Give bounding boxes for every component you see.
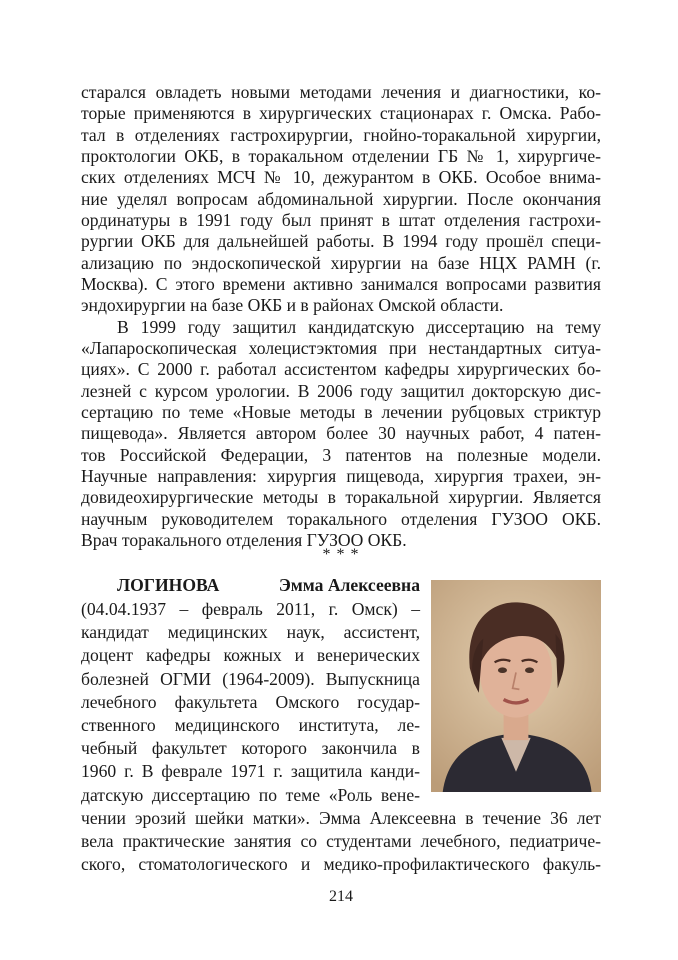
section-separator: * * *	[322, 546, 360, 563]
bio-line: датскую диссертацию по теме «Роль вене-	[81, 785, 420, 805]
bio-line: доцент кафедры кожных и венерических	[81, 645, 420, 665]
text-line: торые применяются в хирургических стационарах г. Омска. Рабо-	[81, 103, 601, 123]
text-line: ализацию по эндоскопической хирургии на базе НЦХ РАМН (г.	[81, 253, 601, 273]
text-line: проктологии ОКБ, в торакальном отделении ГБ № 1, хирургиче-	[81, 146, 601, 166]
text-line: ских отделениях МСЧ № 10, дежурантом в ОКБ. Особое внима-	[81, 167, 601, 187]
bio-line: ственного медицинского института, ле-	[81, 715, 420, 735]
bio-heading	[117, 573, 420, 597]
bio-line: (04.04.1937 – февраль 2011, г. Омск) –	[81, 599, 420, 619]
text-line: сертацию по теме «Новые методы в лечении рубцовых стриктур	[81, 402, 601, 422]
bio-surname: ЛОГИНОВА	[117, 575, 220, 595]
text-line: эндохирургии на базе ОКБ и в районах Омской области.	[81, 295, 504, 315]
text-line: ординатуры в 1991 году был принят в штат отделения гастрохи-	[81, 210, 601, 230]
portrait-illustration	[431, 580, 601, 792]
bio-line: 1960 г. В феврале 1971 г. защитила канди-	[81, 761, 420, 781]
text-line: научным руководителем торакального отделения ГУЗОО ОКБ.	[81, 509, 601, 529]
paragraph-first-line: В 1999 году защитил кандидатскую диссертацию на тему	[117, 317, 601, 337]
bio-line: кандидат медицинских наук, ассистент,	[81, 622, 420, 642]
text-line: тов Российской Федерации, 3 патентов на полезные модели.	[81, 445, 601, 465]
text-line: циях». С 2000 г. работал ассистентом кафедры хирургических бо-	[81, 359, 601, 379]
text-line: старался овладеть новыми методами лечения и диагностики, ко-	[81, 82, 601, 102]
text-line: пищевода». Является автором более 30 научных работ, 4 патен-	[81, 423, 601, 443]
bio-tail-line: вела практические занятия со студентами лечебного, педиатриче-	[81, 831, 601, 851]
page-number: 214	[329, 888, 353, 905]
text-line: Научные направления: хирургия пищевода, хирургия трахеи, эн-	[81, 466, 601, 486]
text-line: рургии ОКБ для дальнейшей работы. В 1994 году прошёл специ-	[81, 231, 601, 251]
bio-line: лечебного факультета Омского государ-	[81, 692, 420, 712]
text-line: «Лапароскопическая холецистэктомия при нестандартных ситуа-	[81, 338, 601, 358]
bio-tail-line: ского, стоматологического и медико-профилактического факуль-	[81, 854, 601, 874]
portrait-photo	[431, 580, 601, 792]
bio-line: болезней ОГМИ (1964-2009). Выпускница	[81, 669, 420, 689]
bio-given-names: Эмма Алексеевна	[278, 575, 420, 595]
text-line: тал в отделениях гастрохирургии, гнойно-торакальной хирургии,	[81, 125, 601, 145]
text-line: ние уделял вопросам абдоминальной хирургии. После окончания	[81, 189, 601, 209]
text-line: Москва). С этого времени активно занимался вопросами развития	[81, 274, 601, 294]
text-line: довидеохирургические методы в торакальной хирургии. Является	[81, 487, 601, 507]
text-line: Врач торакального отделения ГУЗОО ОКБ.	[81, 530, 407, 550]
text-line: лезней с курсом урологии. В 2006 году защитил докторскую дис-	[81, 381, 601, 401]
bio-line: чебный факультет которого закончила в	[81, 738, 420, 758]
bio-tail-line: чении эрозий шейки матки». Эмма Алексеевна в течение 36 лет	[81, 808, 601, 828]
